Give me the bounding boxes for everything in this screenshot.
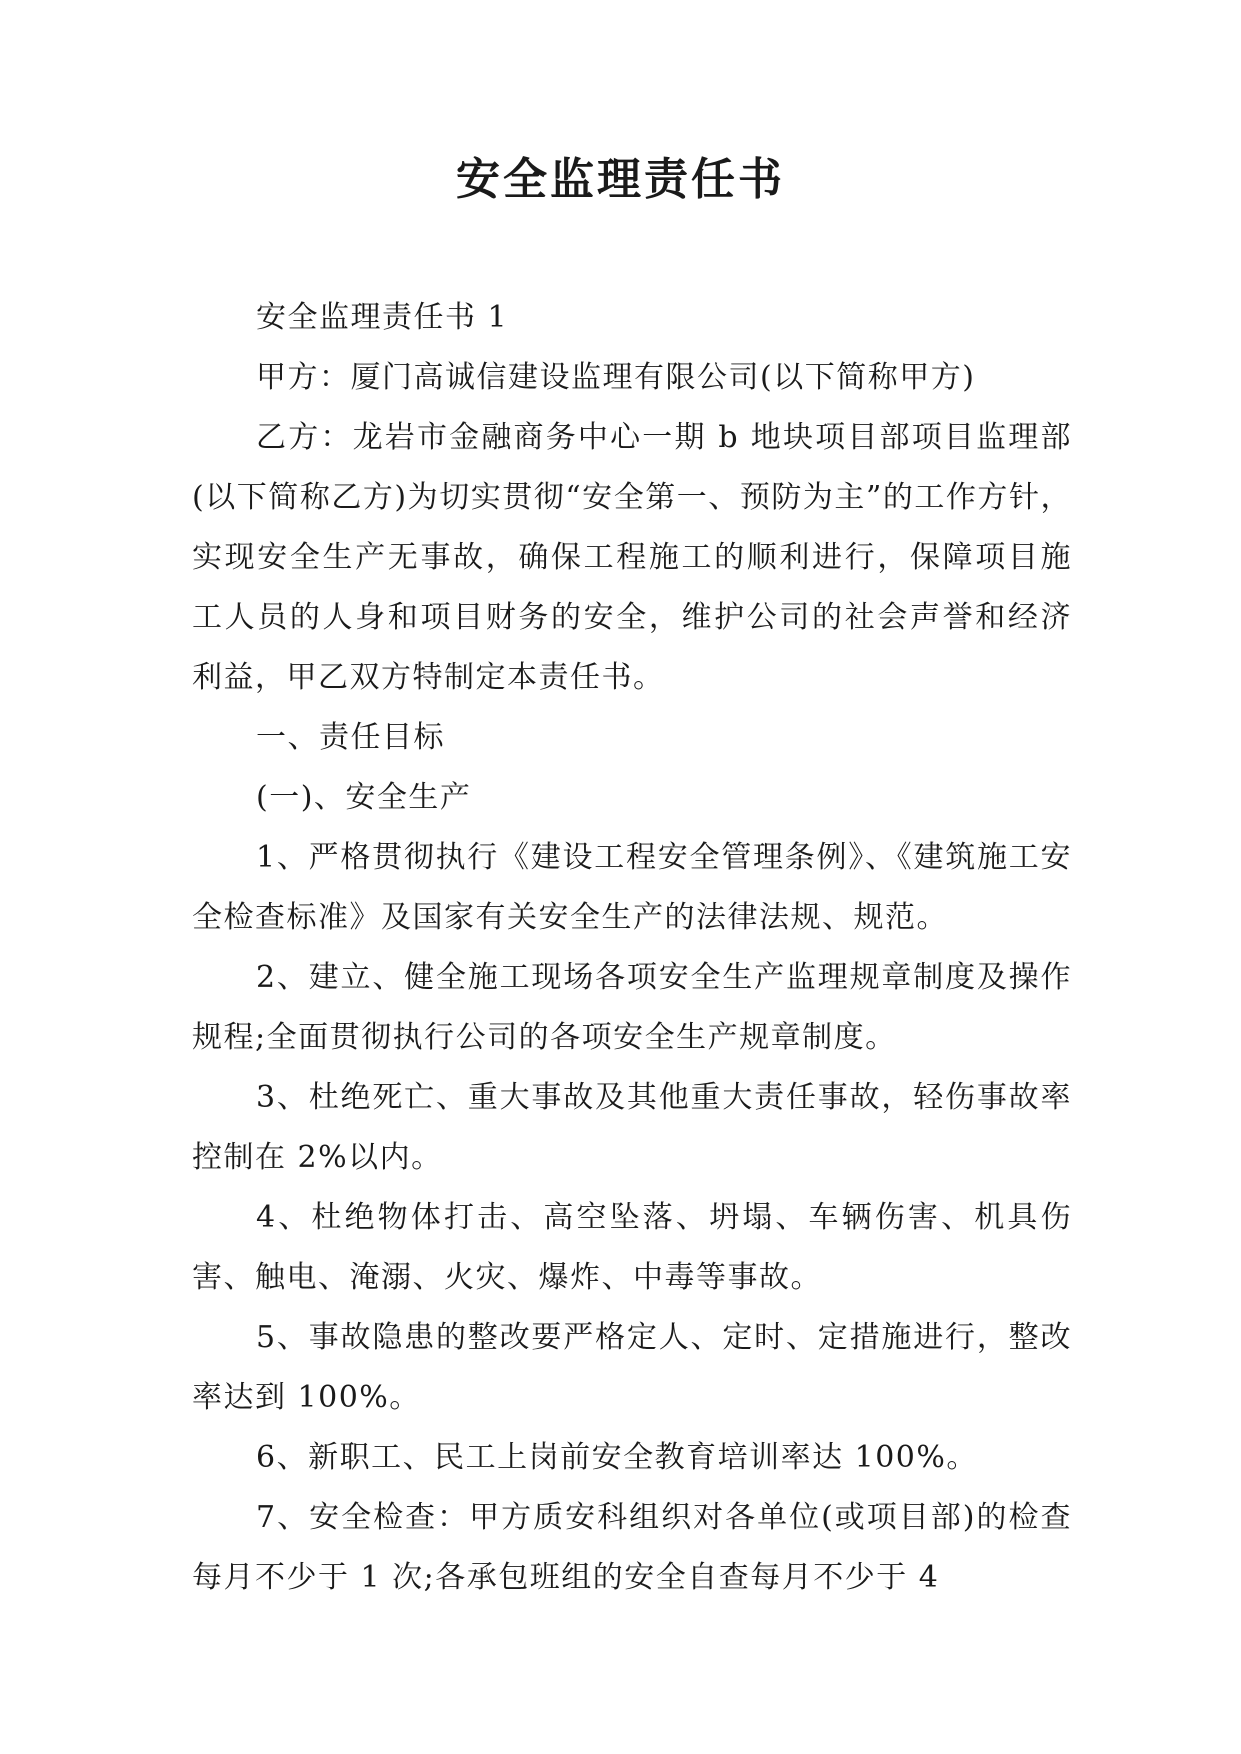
safe-production-heading: (一)、安全生产 xyxy=(256,780,472,815)
item-7-paragraph: 7、安全检查：甲方质安科组织对各单位(或项目部)的检查每月不少于 1 次;各承包班组的安全自查每月不少于 4 xyxy=(192,1500,1072,1595)
item-3-paragraph: 3、杜绝死亡、重大事故及其他重大责任事故，轻伤事故率控制在 2%以内。 xyxy=(192,1080,1072,1175)
party-b-paragraph: 乙方：龙岩市金融商务中心一期 b 地块项目部项目监理部(以下简称乙方)为切实贯彻“安全第一、预防为主”的工作方针，实现安全生产无事故，确保工程施工的顺利进行，保障项目施工人员的人身和项目财务的安全，维护公司的社会声誉和经济利益，甲乙双方特制定本责任书。 xyxy=(192,420,1072,695)
item-2-paragraph: 2、建立、健全施工现场各项安全生产监理规章制度及操作规程;全面贯彻执行公司的各项安全生产规章制度。 xyxy=(192,960,1072,1055)
document-title: 安全监理责任书 xyxy=(456,154,785,205)
item-1-paragraph: 1、严格贯彻执行《建设工程安全管理条例》、《建筑施工安全检查标准》及国家有关安全生产的法律法规、规范。 xyxy=(192,840,1072,935)
responsibility-goals-heading: 一、责任目标 xyxy=(256,720,445,755)
party-a-paragraph: 甲方：厦门高诚信建设监理有限公司(以下简称甲方) xyxy=(256,360,976,395)
item-6-paragraph: 6、新职工、民工上岗前安全教育培训率达 100%。 xyxy=(256,1440,978,1475)
section-heading-1: 安全监理责任书 1 xyxy=(256,300,509,335)
item-4-paragraph: 4、杜绝物体打击、高空坠落、坍塌、车辆伤害、机具伤害、触电、淹溺、火灾、爆炸、中毒等事故。 xyxy=(192,1200,1072,1295)
document-body xyxy=(192,288,1072,1608)
item-5-paragraph: 5、事故隐患的整改要严格定人、定时、定措施进行，整改率达到 100%。 xyxy=(192,1320,1072,1415)
